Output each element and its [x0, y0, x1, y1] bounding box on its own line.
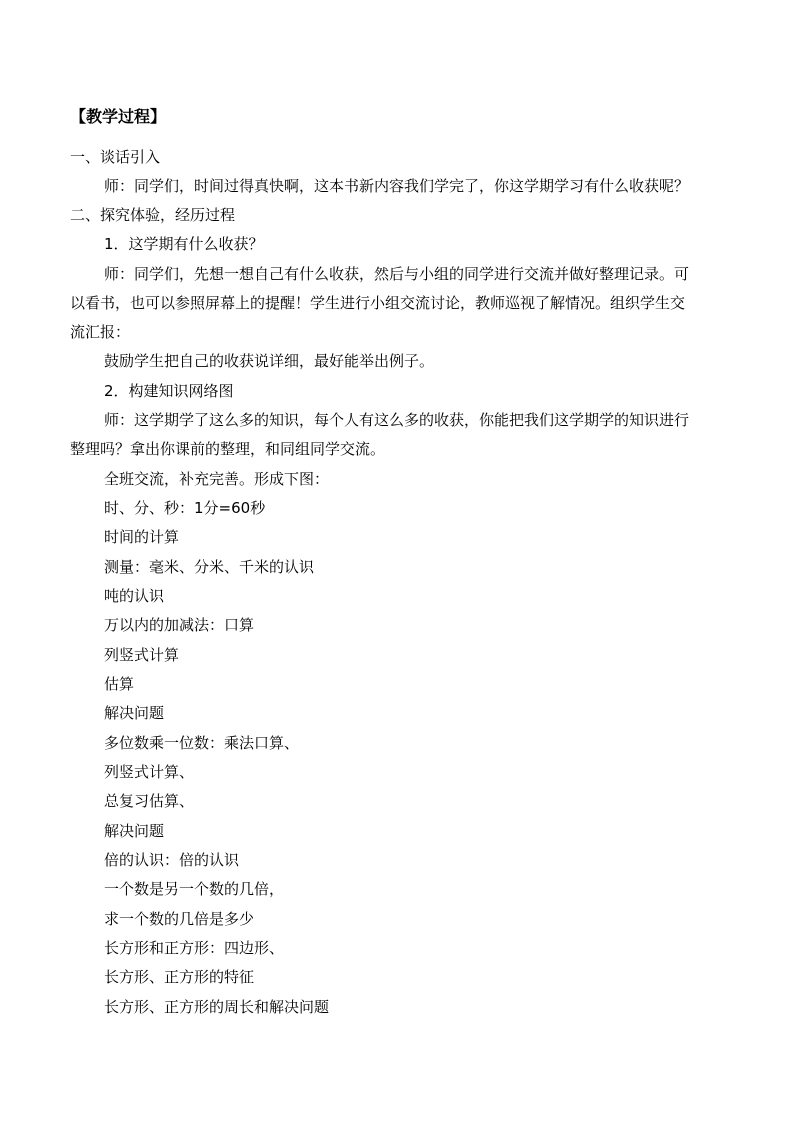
paragraph-4-line-1: 师：这学期学了这么多的知识，每个人有这么多的收获，你能把我们这学期学的知识进行	[104, 411, 690, 429]
paragraph-4-line-2: 整理吗？拿出你课前的整理，和同组同学交流。	[70, 440, 386, 458]
list-item: 多位数乘一位数：乘法口算、	[104, 734, 300, 752]
paragraph-5: 全班交流，补充完善。形成下图：	[104, 470, 330, 488]
paragraph-2-line-2: 以看书，也可以参照屏幕上的提醒！学生进行小组交流讨论，教师巡视了解情况。组织学生交	[70, 294, 686, 312]
list-item: 解决问题	[104, 822, 165, 840]
paragraph-2-line-3: 流汇报：	[70, 323, 131, 341]
list-item: 测量：毫米、分米、千米的认识	[104, 558, 315, 576]
paragraph-2-line-1: 师：同学们，先想一想自己有什么收获，然后与小组的同学进行交流并做好整理记录。可	[104, 265, 690, 283]
section-heading-2: 二、探究体验，经历过程	[70, 206, 236, 224]
list-item: 时间的计算	[104, 528, 180, 546]
paragraph-3: 鼓励学生把自己的收获说详细，最好能举出例子。	[104, 352, 435, 370]
section-heading-1: 一、谈话引入	[70, 148, 161, 166]
list-item: 长方形、正方形的特征	[104, 968, 255, 986]
list-item: 长方形和正方形：四边形、	[104, 939, 285, 957]
subheading-1: 1．这学期有什么收获？	[104, 235, 264, 253]
list-item: 时、分、秒：1分=60秒	[104, 499, 266, 517]
list-item: 一个数是另一个数的几倍，	[104, 880, 285, 898]
list-item: 万以内的加减法：口算	[104, 616, 255, 634]
list-item: 列竖式计算	[104, 646, 180, 664]
list-item: 求一个数的几倍是多少	[104, 910, 255, 928]
heading: 【教学过程】	[70, 107, 167, 126]
list-item: 倍的认识：倍的认识	[104, 851, 240, 869]
subheading-2: 2．构建知识网络图	[104, 382, 234, 400]
list-item: 解决问题	[104, 704, 165, 722]
list-item: 估算	[104, 675, 135, 693]
list-item: 吨的认识	[104, 587, 165, 605]
list-item: 列竖式计算、	[104, 763, 195, 781]
list-item: 总复习估算、	[104, 792, 195, 810]
list-item: 长方形、正方形的周长和解决问题	[104, 998, 330, 1016]
paragraph-1: 师：同学们，时间过得真快啊，这本书新内容我们学完了，你这学期学习有什么收获呢？	[104, 177, 690, 195]
